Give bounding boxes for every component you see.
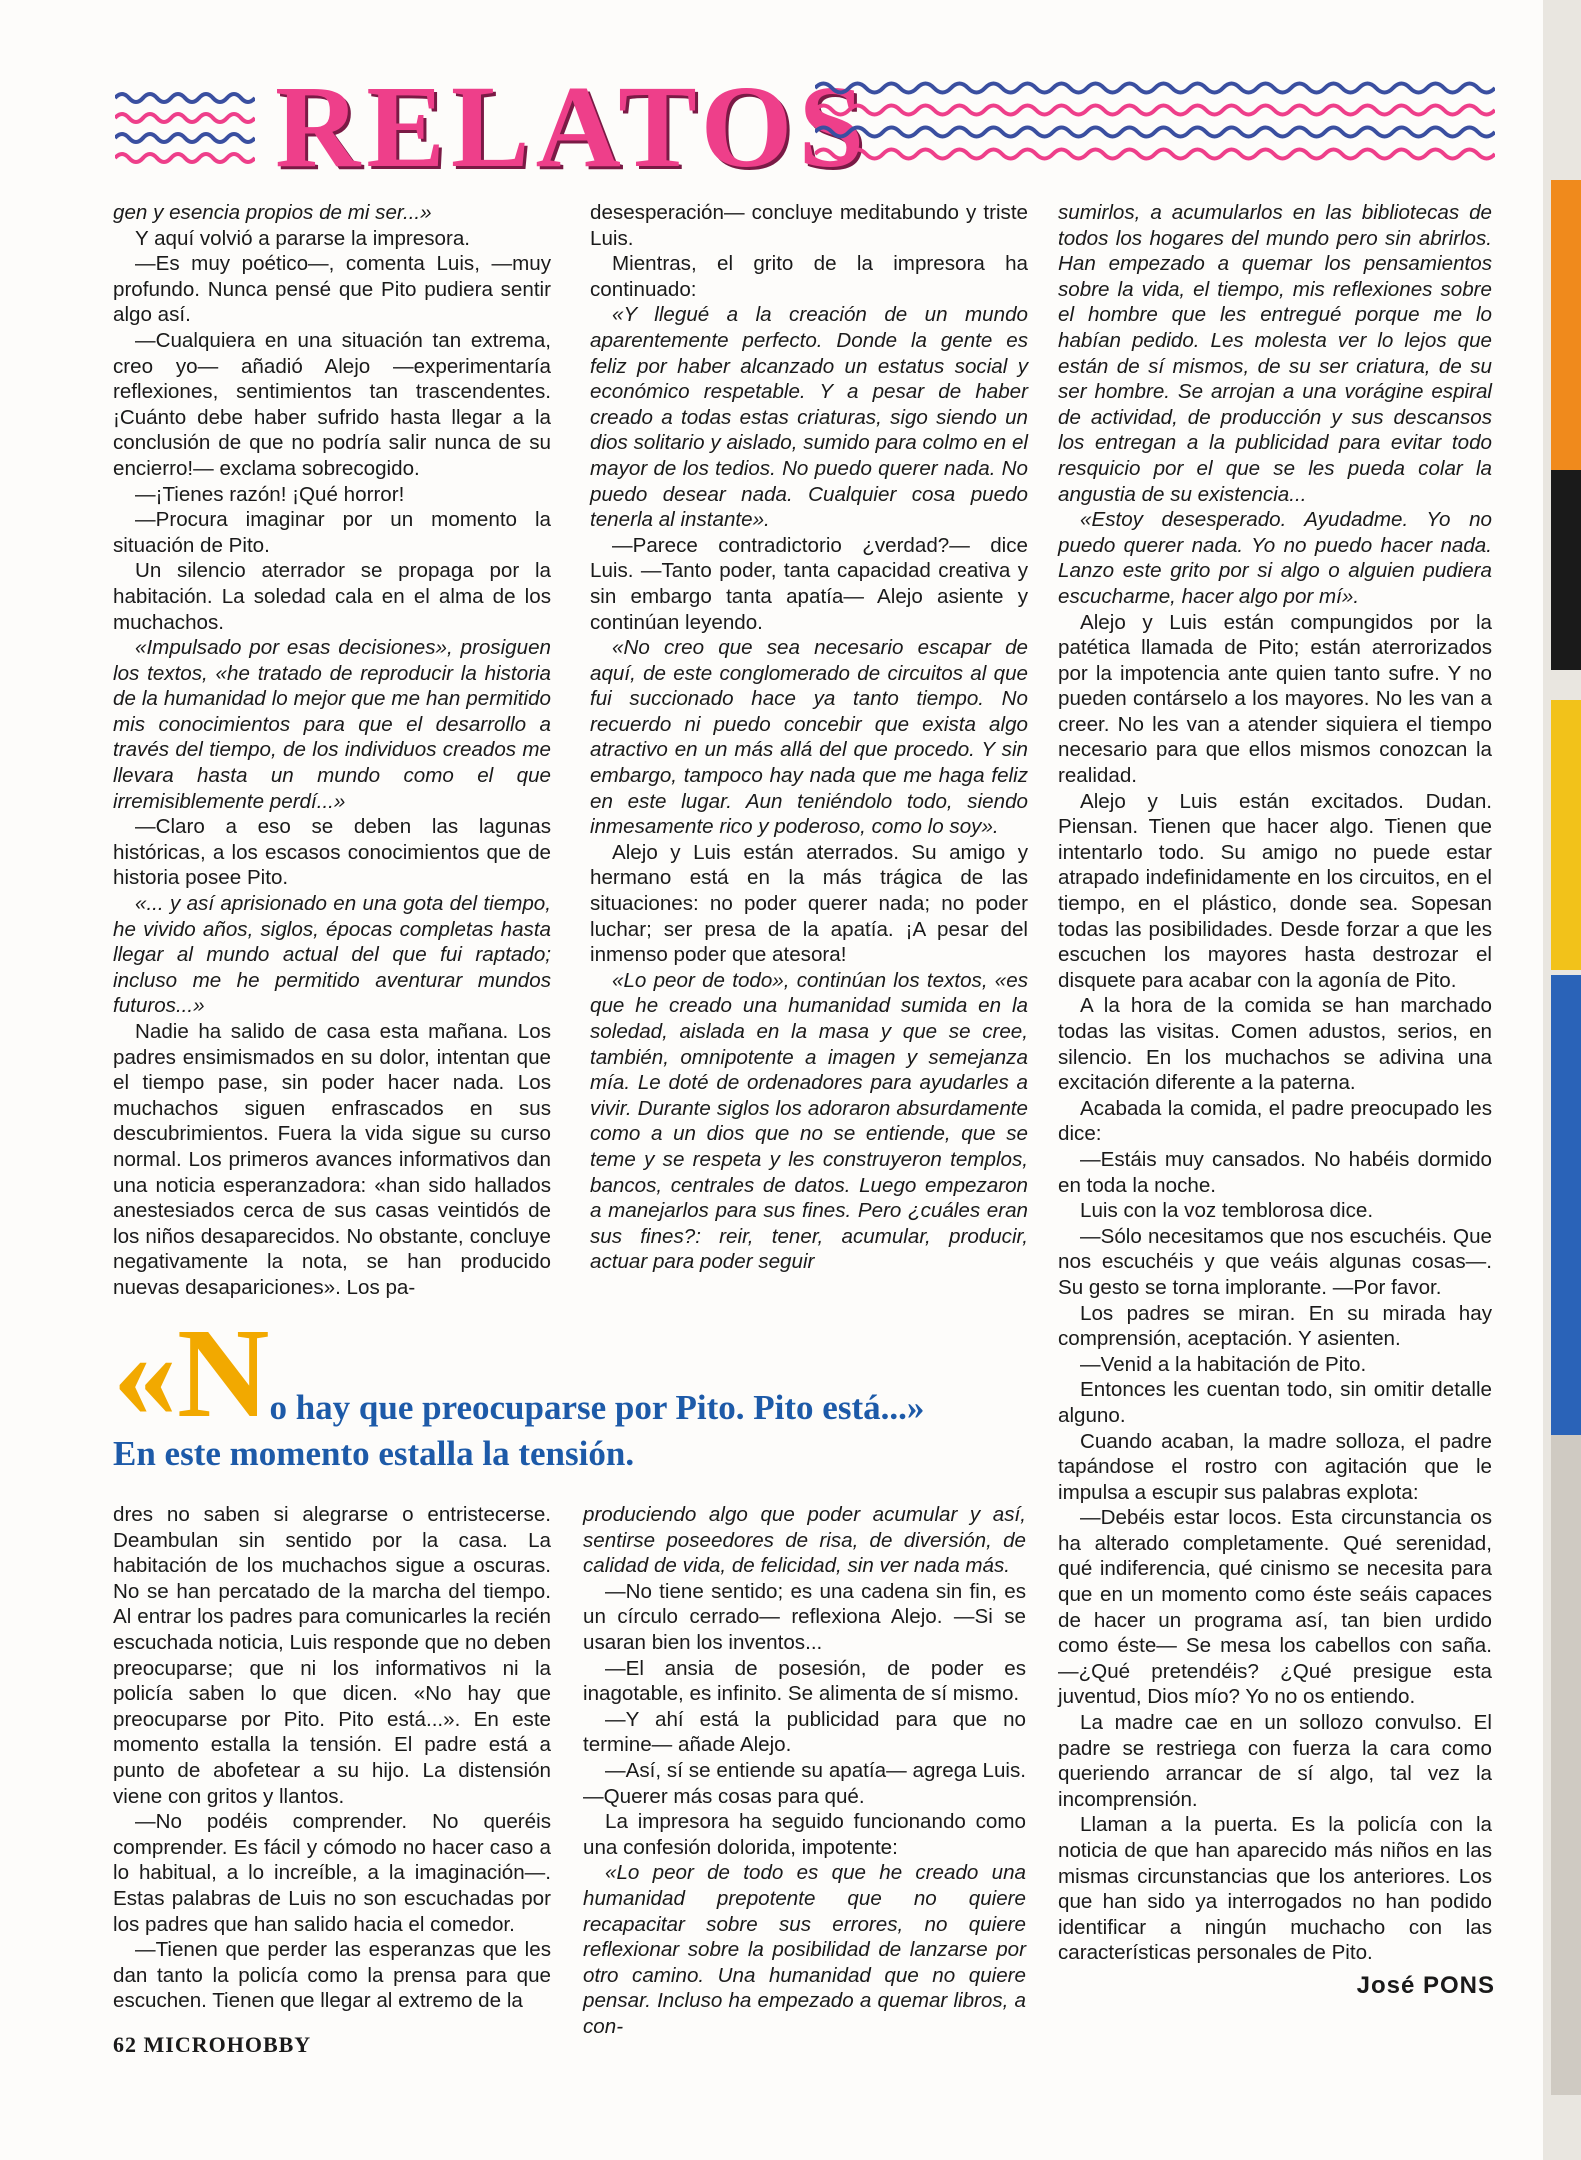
- wave-ornament-right: [815, 78, 1495, 174]
- paragraph: —Así, sí se entiende su apatía— agrega Luis. —Querer más cosas para qué.: [583, 1758, 1026, 1808]
- paragraph: —Claro a eso se deben las lagunas históricas, a los escasos conocimientos que de historia posee Pito.: [113, 815, 551, 890]
- paragraph: Alejo y Luis están compungidos por la patética llamada de Pito; están aterrorizados por la impotencia ante quien tanto sufre. Y no pueden contárselo a los mayores. No les van a creer. No les van a atender siquiera el tiempo necesario para que ellos mismos conozcan la realidad.: [1058, 610, 1492, 788]
- paragraph: —Debéis estar locos. Esta circunstancia os ha alterado completamente. Qué serenidad, qué indiferencia, qué cinismo se necesita para que en un momento como éste seáis capaces de hacer un programa así, tan bien urdido como éste— Se mesa los cabellos con saña. —¿Qué pretendéis? ¿Qué presigue esta juventud, Dios mío? Yo no os entiendo.: [1058, 1506, 1492, 1709]
- paragraph: —No tiene sentido; es una cadena sin fin, es un círculo cerrado— reflexiona Alejo. —Si se usaran bien los inventos...: [583, 1579, 1026, 1654]
- paragraph: Mientras, el grito de la impresora ha continuado:: [590, 252, 1028, 301]
- paragraph: Los padres se miran. En su mirada hay comprensión, aceptación. Y asienten.: [1058, 1301, 1492, 1351]
- paragraph: —Estáis muy cansados. No habéis dormido en toda la noche.: [1058, 1147, 1492, 1197]
- column-1-bottom: [113, 1502, 551, 2014]
- paragraph: Llaman a la puerta. Es la policía con la noticia de que han aparecido más niños en las mismas circunstancias que los anteriores. Los que han sido ya interrogados no han podido identificar a ningún muchacho con las características personales de Pito.: [1058, 1813, 1492, 1965]
- paragraph: —Es muy poético—, comenta Luis, —muy profundo. Nunca pensé que Pito pudiera sentir algo así.: [113, 252, 551, 327]
- paragraph: gen y esencia propios de mi ser...»: [113, 201, 432, 224]
- paragraph: Y aquí volvió a pararse la impresora.: [135, 226, 471, 250]
- pull-quote: [113, 1302, 1063, 1474]
- paragraph: Entonces les cuentan todo, sin omitir detalle alguno.: [1058, 1378, 1492, 1427]
- pull-quote-line-2: En este momento estalla la tensión.: [113, 1434, 635, 1473]
- column-1-top: [113, 200, 551, 1301]
- paragraph: —No podéis comprender. No queréis comprender. Es fácil y cómodo no hacer caso a lo habitual, a lo increíble, a la imaginación—. Estas palabras de Luis no son escuchadas por los padres que han salido hacia el comedor.: [113, 1810, 551, 1936]
- paragraph: —Sólo necesitamos que nos escuchéis. Que nos escuchéis y que veáis algunas cosas—. Su gesto se torna implorante. —Por favor.: [1058, 1224, 1492, 1299]
- column-3: [1058, 200, 1492, 1966]
- section-title: RELATOS: [275, 61, 871, 192]
- paragraph: A la hora de la comida se han marchado todas las visitas. Comen adustos, serios, en silencio. En los muchachos se adivina una excitación diferente a la paterna.: [1058, 994, 1492, 1095]
- column-2-top: [590, 200, 1028, 1275]
- page-folio: 62 MICROHOBBY: [113, 2032, 312, 2057]
- author-signature: José PONS: [1356, 1972, 1495, 1999]
- section-header: [115, 62, 1495, 192]
- column-2-bottom: [583, 1502, 1026, 2039]
- color-tab-orange: [1551, 180, 1581, 470]
- color-tab-yellow: [1551, 700, 1581, 970]
- wave-ornament-left: [115, 88, 255, 168]
- paragraph: dres no saben si alegrarse o entristecerse. Deambulan sin sentido por la casa. La habitación de los muchachos sigue a oscuras. No se han percatado de la marcha del tiempo. Al entrar los padres para comunicarles la recién escuchada noticia, Luis responde que no deben preocuparse; que ni los informativos ni la policía saben lo que dicen. «No hay que preocuparse por Pito. Pito está...». En este momento estalla la tensión. El padre está a punto de abofetear a su hijo. La distensión viene con gritos y llantos.: [113, 1503, 551, 1808]
- color-tab-gray: [1551, 1435, 1581, 2095]
- paragraph: «Lo peor de todo», continúan los textos, «es que he creado una humanidad sumida en la soledad, aislada en la masa y que se cree, también, omnipotente a imagen y semejanza mía. Le doté de ordenadores para ayudarles a vivir. Durante siglos los adoraron absurdamente como a un dios que no se entiende, que se teme y se respeta y les construyeron templos, bancos, centrales de datos. Luego empezaron a manejarlos para sus fines. Pero ¿cuáles eran sus fines?: reir, tener, acumular, producir, actuar para poder seguir: [590, 968, 1028, 1274]
- pull-quote-open-mark: «: [113, 1302, 177, 1444]
- paragraph: —Y ahí está la publicidad para que no termine— añade Alejo.: [583, 1707, 1026, 1757]
- paragraph: La impresora ha seguido funcionando como una confesión dolorida, impotente:: [583, 1810, 1026, 1859]
- paragraph: Alejo y Luis están aterrados. Su amigo y hermano está en la más trágica de las situaciones: no poder querer nada; no poder luchar; ser presa de la apatía. ¡A pesar del inmenso poder que atesora!: [590, 840, 1028, 967]
- paragraph: «Y llegué a la creación de un mundo aparentemente perfecto. Donde la gente es feliz por haber alcanzado un estatus social y económico respetable. Y a pesar de haber creado a todas estas criaturas, sigo siendo un dios solitario y aislado, sumido para colmo en el mayor de los tedios. No puedo querer nada. No puedo desear nada. Cualquier cosa puedo tenerla al instante».: [590, 303, 1028, 532]
- paragraph: produciendo algo que poder acumular y así, sentirse poseedores de risa, de diversión, de calidad de vida, de felicidad, sin ver nada más.: [583, 1503, 1026, 1578]
- paragraph: —Parece contradictorio ¿verdad?— dice Luis. —Tanto poder, tanta capacidad creativa y sin embargo tanta apatía— Alejo asiente y continúan leyendo.: [590, 533, 1028, 634]
- paragraph: Alejo y Luis están excitados. Dudan. Piensan. Tienen que hacer algo. Tienen que intentarlo todo. Su amigo no puede estar atrapado indefinidamente en los circuitos, en el tiempo, en el plástico, donde sea. Sopesan todas las posibilidades. Desde forzar a que les escuchen los mayores hasta destrozar el disquete para acabar con la agonía de Pito.: [1058, 789, 1492, 992]
- paragraph: —Venid a la habitación de Pito.: [1080, 1352, 1367, 1376]
- paragraph: «No creo que sea necesario escapar de aquí, de este conglomerado de circuitos al que fui succionado hace ya tanto tiempo. No recuerdo ni puedo concebir que exista algo atractivo en un más allá del que procedo. Y sin embargo, tampoco hay nada que me haga feliz en este lugar. Aun teniéndolo todo, siendo inmesamente rico y poderoso, como lo soy».: [590, 636, 1028, 839]
- paragraph: «Estoy desesperado. Ayudadme. Yo no puedo querer nada. Yo no puedo hacer nada. Lanzo este grito por si algo o alguien pudiera escucharme, hacer algo por mí».: [1058, 508, 1492, 608]
- paragraph: —Cualquiera en una situación tan extrema, creo yo— añadió Alejo —experimentaría reflexiones, sentimientos tan trascendentes. ¡Cuánto debe haber sufrido hasta llegar a la conclusión de que no podría salir nunca de su encierro!— exclama sobrecogido.: [113, 328, 551, 480]
- color-tab-dark: [1551, 470, 1581, 670]
- paragraph: «Lo peor de todo es que he creado una humanidad prepotente que no quiere recapacitar sobre sus errores, no quiere reflexionar sobre la posibilidad de lanzarse por otro camino. Una humanidad que no quiere pensar. Incluso ha empezado a quemar libros, a con-: [583, 1861, 1026, 2038]
- paragraph: —¡Tienes razón! ¡Qué horror!: [135, 482, 405, 506]
- paragraph: —Tienen que perder las esperanzas que les dan tanto la policía como la prensa para que escuchen. Tienen que llegar al extremo de la: [113, 1938, 551, 2013]
- paragraph: desesperación— concluye meditabundo y triste Luis.: [590, 201, 1028, 250]
- pull-quote-line-1: o hay que preocuparse por Pito. Pito está...»: [269, 1388, 925, 1427]
- paragraph: Cuando acaban, la madre solloza, el padre tapándose el rostro con agitación que le impulsa a escupir sus palabras explota:: [1058, 1429, 1492, 1504]
- paragraph: Un silencio aterrador se propaga por la habitación. La soledad cala en el alma de los muchachos.: [113, 559, 551, 634]
- paragraph: «Impulsado por esas decisiones», prosiguen los textos, «he tratado de reproducir la historia de la humanidad lo mejor que me han permitido mis conocimientos para que el desarrollo a través del tiempo, de los individuos creados me llevara hasta un mundo como el que irremisiblemente perdí...»: [113, 636, 551, 813]
- paragraph: «... y así aprisionado en una gota del tiempo, he vivido años, siglos, épocas completas hasta llegar al mundo actual del que fui raptado; incluso me he permitido aventurar mundos futuros...»: [113, 892, 551, 1018]
- paragraph: —Procura imaginar por un momento la situación de Pito.: [113, 508, 551, 557]
- paragraph: —El ansia de posesión, de poder es inagotable, es infinito. Se alimenta de sí mismo.: [583, 1656, 1026, 1706]
- paragraph: Nadie ha salido de casa esta mañana. Los padres ensimismados en su dolor, intentan que el tiempo pase, sin poder hacer nada. Los muchachos siguen enfrascados en sus descubrimientos. Fuera la vida sigue su curso normal. Los primeros avances informativos dan una noticia esperanzadora: «han sido hallados anestesiados cerca de sus casas veintidós de los niños desaparecidos. No obstante, concluye negativamente la nota, se han producido nuevas desapariciones». Los pa-: [113, 1020, 551, 1299]
- paragraph: La madre cae en un sollozo convulso. El padre se restriega con fuerza la cara como queriendo arrancar de sí algo, tal vez la incomprensión.: [1058, 1711, 1492, 1811]
- pull-quote-initial: N: [177, 1302, 270, 1444]
- paragraph: Acabada la comida, el padre preocupado les dice:: [1058, 1096, 1492, 1146]
- paragraph: sumirlos, a acumularlos en las bibliotecas de todos los hogares del mundo pero sin abrirlos. Han empezado a quemar los pensamientos sobre la vida, el tiempo, mis reflexiones sobre el hombre que les entregué porque me lo habían pedido. Les molesta ver lo lejos que están de sí mismos, de su ser criatura, de su ser hombre. Se arrojan a una vorágine espiral de actividad, de producción y sus descansos los entregan a la publicidad para evitar todo resquicio por el que se les pueda colar la angustia de su existencia...: [1058, 201, 1492, 506]
- color-tab-blue: [1551, 975, 1581, 1435]
- paragraph: Luis con la voz temblorosa dice.: [1080, 1199, 1374, 1223]
